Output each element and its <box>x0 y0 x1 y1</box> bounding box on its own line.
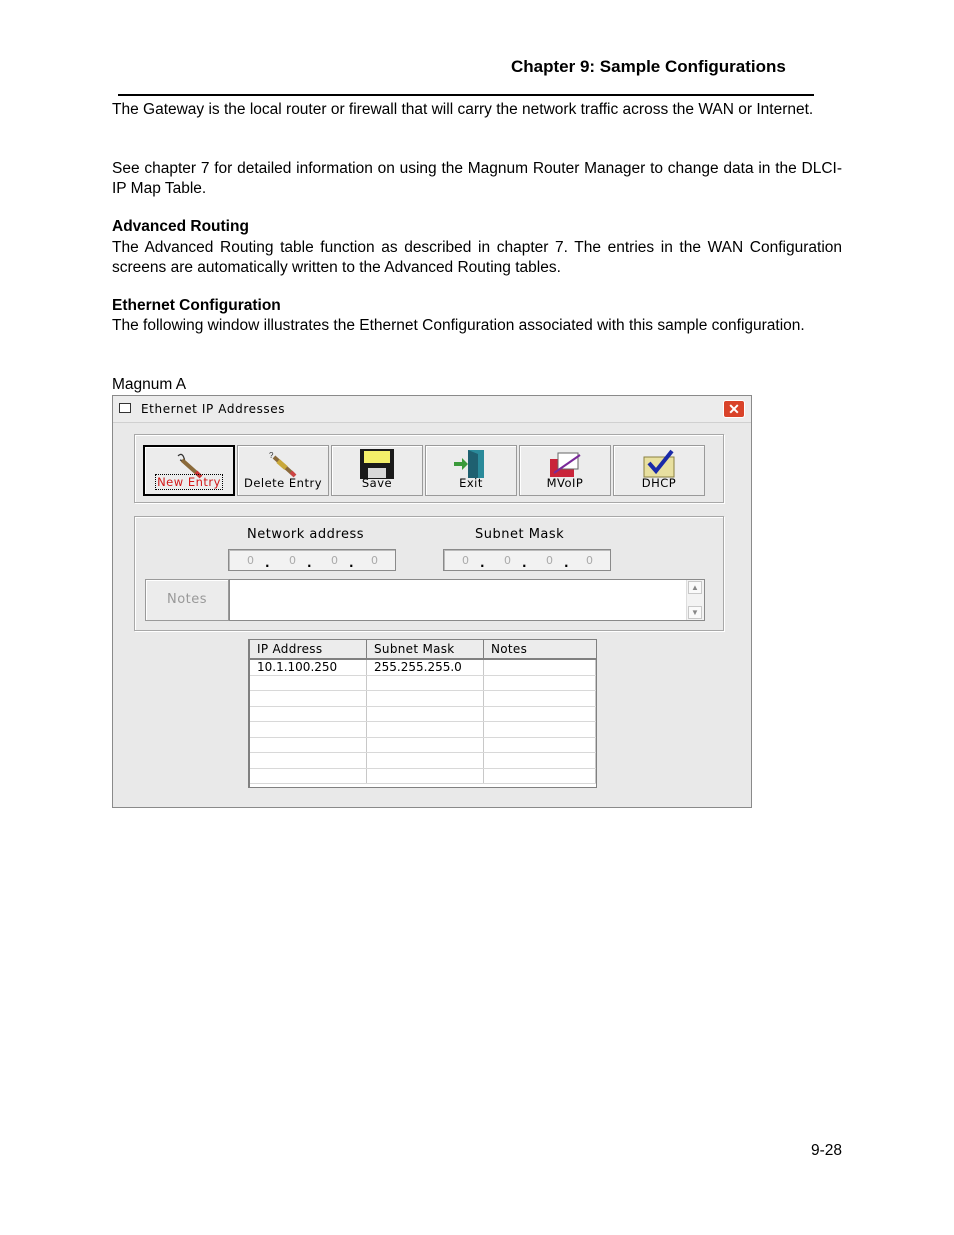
subnet-mask-label: Subnet Mask <box>475 527 565 542</box>
new-entry-label: New Entry <box>157 475 221 489</box>
table-row[interactable] <box>250 768 596 784</box>
save-button[interactable] <box>331 445 423 496</box>
notes-cell[interactable] <box>484 659 596 675</box>
column-ip-address[interactable]: IP Address <box>250 640 367 659</box>
phone-document-icon <box>546 449 584 479</box>
new-entry-button[interactable] <box>143 445 235 496</box>
mvoip-label: MVoIP <box>546 476 584 490</box>
table-row[interactable] <box>250 691 596 707</box>
figure-caption: Magnum A <box>112 376 187 393</box>
delete-entry-label: Delete Entry <box>243 476 323 490</box>
ethernet-ip-window <box>112 395 752 808</box>
subnet-mask-cell[interactable]: 255.255.255.0 <box>367 659 484 675</box>
scroll-down-icon[interactable]: ▼ <box>688 606 702 619</box>
exit-button[interactable] <box>425 445 517 496</box>
subnet-mask-input[interactable]: 0 . 0 . 0 . 0 <box>443 549 611 571</box>
dhcp-label: DHCP <box>641 476 677 490</box>
advanced-routing-paragraph: The Advanced Routing table function as described in chapter 7. The entries in the WAN Configuration screens are automatically written to the Advanced Routing tables. <box>112 239 842 276</box>
notes-textarea[interactable] <box>229 579 705 621</box>
column-notes[interactable]: Notes <box>484 640 596 659</box>
gateway-paragraph: The Gateway is the local router or firewall that will carry the network traffic across the WAN or Internet. <box>112 101 814 118</box>
chapter-heading: Chapter 9: Sample Configurations <box>511 57 786 76</box>
network-address-input[interactable]: 0 . 0 . 0 . 0 <box>228 549 396 571</box>
ethernet-configuration-heading: Ethernet Configuration <box>112 297 281 314</box>
toolbar <box>134 434 724 503</box>
table-header-row <box>250 640 596 659</box>
table-row[interactable] <box>250 737 596 753</box>
svg-text:?: ? <box>269 451 274 460</box>
mvoip-button[interactable] <box>519 445 611 496</box>
checkmark-folder-icon <box>640 449 678 479</box>
network-address-label: Network address <box>247 527 364 542</box>
window-icon <box>119 403 131 413</box>
eraser-pencil-icon <box>264 449 302 479</box>
dhcp-button[interactable] <box>613 445 705 496</box>
save-label: Save <box>361 476 393 490</box>
exit-label: Exit <box>459 476 483 490</box>
floppy-disk-icon <box>358 449 396 479</box>
window-titlebar[interactable] <box>113 396 751 423</box>
notes-label: Notes <box>145 579 229 621</box>
ethernet-configuration-paragraph: The following window illustrates the Ethernet Configuration associated with this sample configuration. <box>112 317 805 334</box>
header-rule <box>118 94 814 96</box>
table-row[interactable] <box>250 753 596 769</box>
notes-scrollbar[interactable] <box>686 580 704 620</box>
advanced-routing-heading: Advanced Routing <box>112 218 249 235</box>
exit-door-icon <box>452 449 490 479</box>
table-row[interactable] <box>250 675 596 691</box>
close-icon: ✕ <box>728 401 740 417</box>
column-subnet-mask[interactable]: Subnet Mask <box>367 640 484 659</box>
scroll-up-icon[interactable]: ▲ <box>688 581 702 594</box>
see-chapter-paragraph: See chapter 7 for detailed information on using the Magnum Router Manager to change data in the DLCI-IP Map Table. <box>112 160 842 197</box>
ip-address-table[interactable] <box>248 639 597 788</box>
page-number: 9-28 <box>811 1142 843 1159</box>
address-form <box>134 516 724 631</box>
close-button[interactable] <box>723 400 745 418</box>
table-row[interactable] <box>250 706 596 722</box>
window-title: Ethernet IP Addresses <box>141 402 286 416</box>
table-row[interactable] <box>250 659 596 675</box>
ip-address-cell[interactable]: 10.1.100.250 <box>250 659 367 675</box>
table-row[interactable] <box>250 722 596 738</box>
delete-entry-button[interactable] <box>237 445 329 496</box>
